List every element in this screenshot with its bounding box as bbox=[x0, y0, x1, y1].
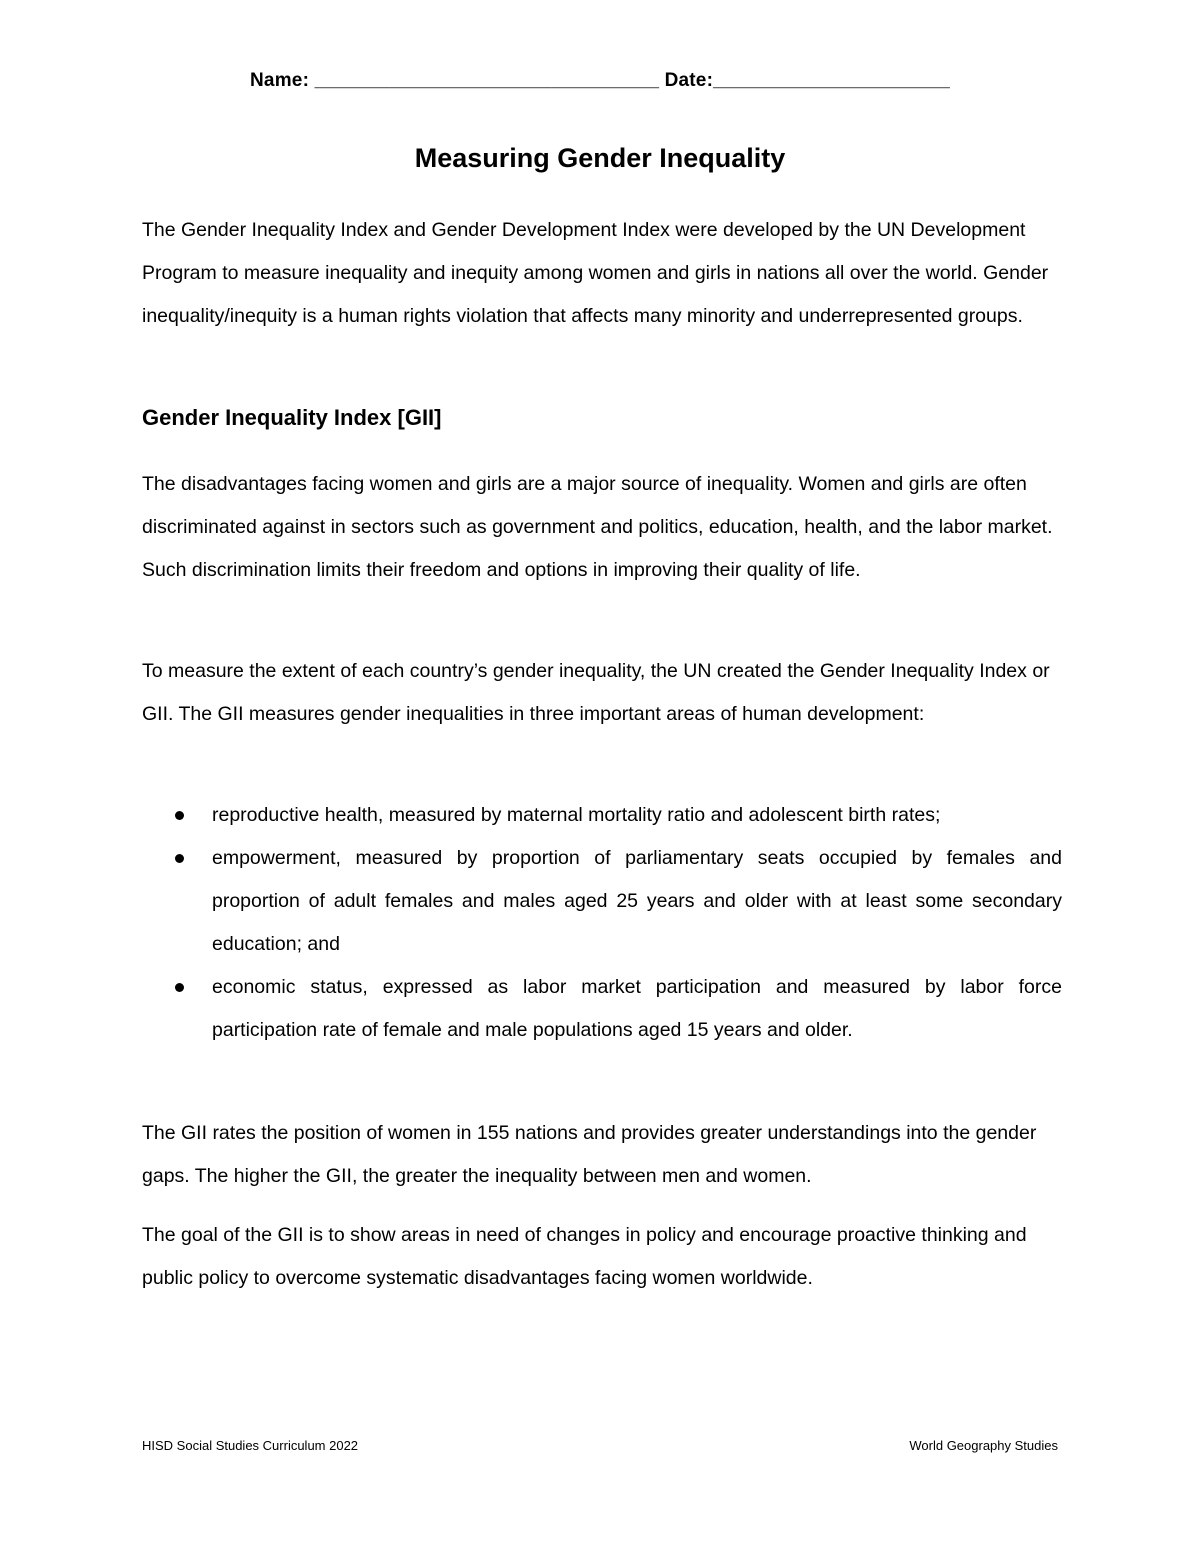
rates-paragraph bbox=[142, 1112, 1062, 1198]
name-date-line: Name: ________________________________ Date:______________________ bbox=[250, 70, 950, 91]
bullet-icon bbox=[175, 983, 184, 992]
list-item-text: economic status, expressed as labor market participation and measured by labor force participation rate of female and male populations aged 15 years and older. bbox=[212, 976, 1062, 1041]
gii-areas-list bbox=[142, 794, 1062, 1052]
bullet-icon bbox=[175, 811, 184, 820]
footer-curriculum: HISD Social Studies Curriculum 2022 bbox=[142, 1438, 359, 1453]
list-item bbox=[142, 794, 1062, 837]
rates-text: The GII rates the position of women in 155 nations and provides greater understandings into the gender gaps. The higher the GII, the greater the inequality between men and women. bbox=[142, 1122, 1037, 1187]
page-title: Measuring Gender Inequality bbox=[414, 143, 786, 173]
goal-paragraph bbox=[142, 1214, 1062, 1300]
footer-course: World Geography Studies bbox=[909, 1438, 1058, 1453]
intro-text: The Gender Inequality Index and Gender Development Index were developed by the UN Development Program to measure inequality and inequity among women and girls in nations all over the world. Gender inequality/inequity is a human rights violation that affects many minority and underrepresented groups. bbox=[142, 219, 1049, 327]
measure-paragraph bbox=[142, 650, 1062, 736]
list-item bbox=[142, 966, 1062, 1052]
section-heading: Gender Inequality Index [GII] bbox=[142, 405, 442, 430]
measure-text: To measure the extent of each country’s gender inequality, the UN created the Gender Inequality Index or GII. The GII measures gender inequalities in three important areas of human development: bbox=[142, 660, 1050, 725]
disadvantages-paragraph bbox=[142, 463, 1062, 592]
goal-text: The goal of the GII is to show areas in need of changes in policy and encourage proactive thinking and public policy to overcome systematic disadvantages facing women worldwide. bbox=[142, 1224, 1027, 1289]
list-item-text: reproductive health, measured by maternal mortality ratio and adolescent birth rates; bbox=[212, 804, 941, 826]
list-item bbox=[142, 837, 1062, 966]
list-item-text: empowerment, measured by proportion of parliamentary seats occupied by females and proportion of adult females and males aged 25 years and older with at least some secondary education; and bbox=[212, 847, 1062, 955]
bullet-icon bbox=[175, 854, 184, 863]
disadvantages-text: The disadvantages facing women and girls are a major source of inequality. Women and girls are often discriminated against in sectors such as government and politics, education, health, and the labor market. Such discrimination limits their freedom and options in improving their quality of life. bbox=[142, 473, 1053, 581]
intro-paragraph bbox=[142, 209, 1062, 338]
